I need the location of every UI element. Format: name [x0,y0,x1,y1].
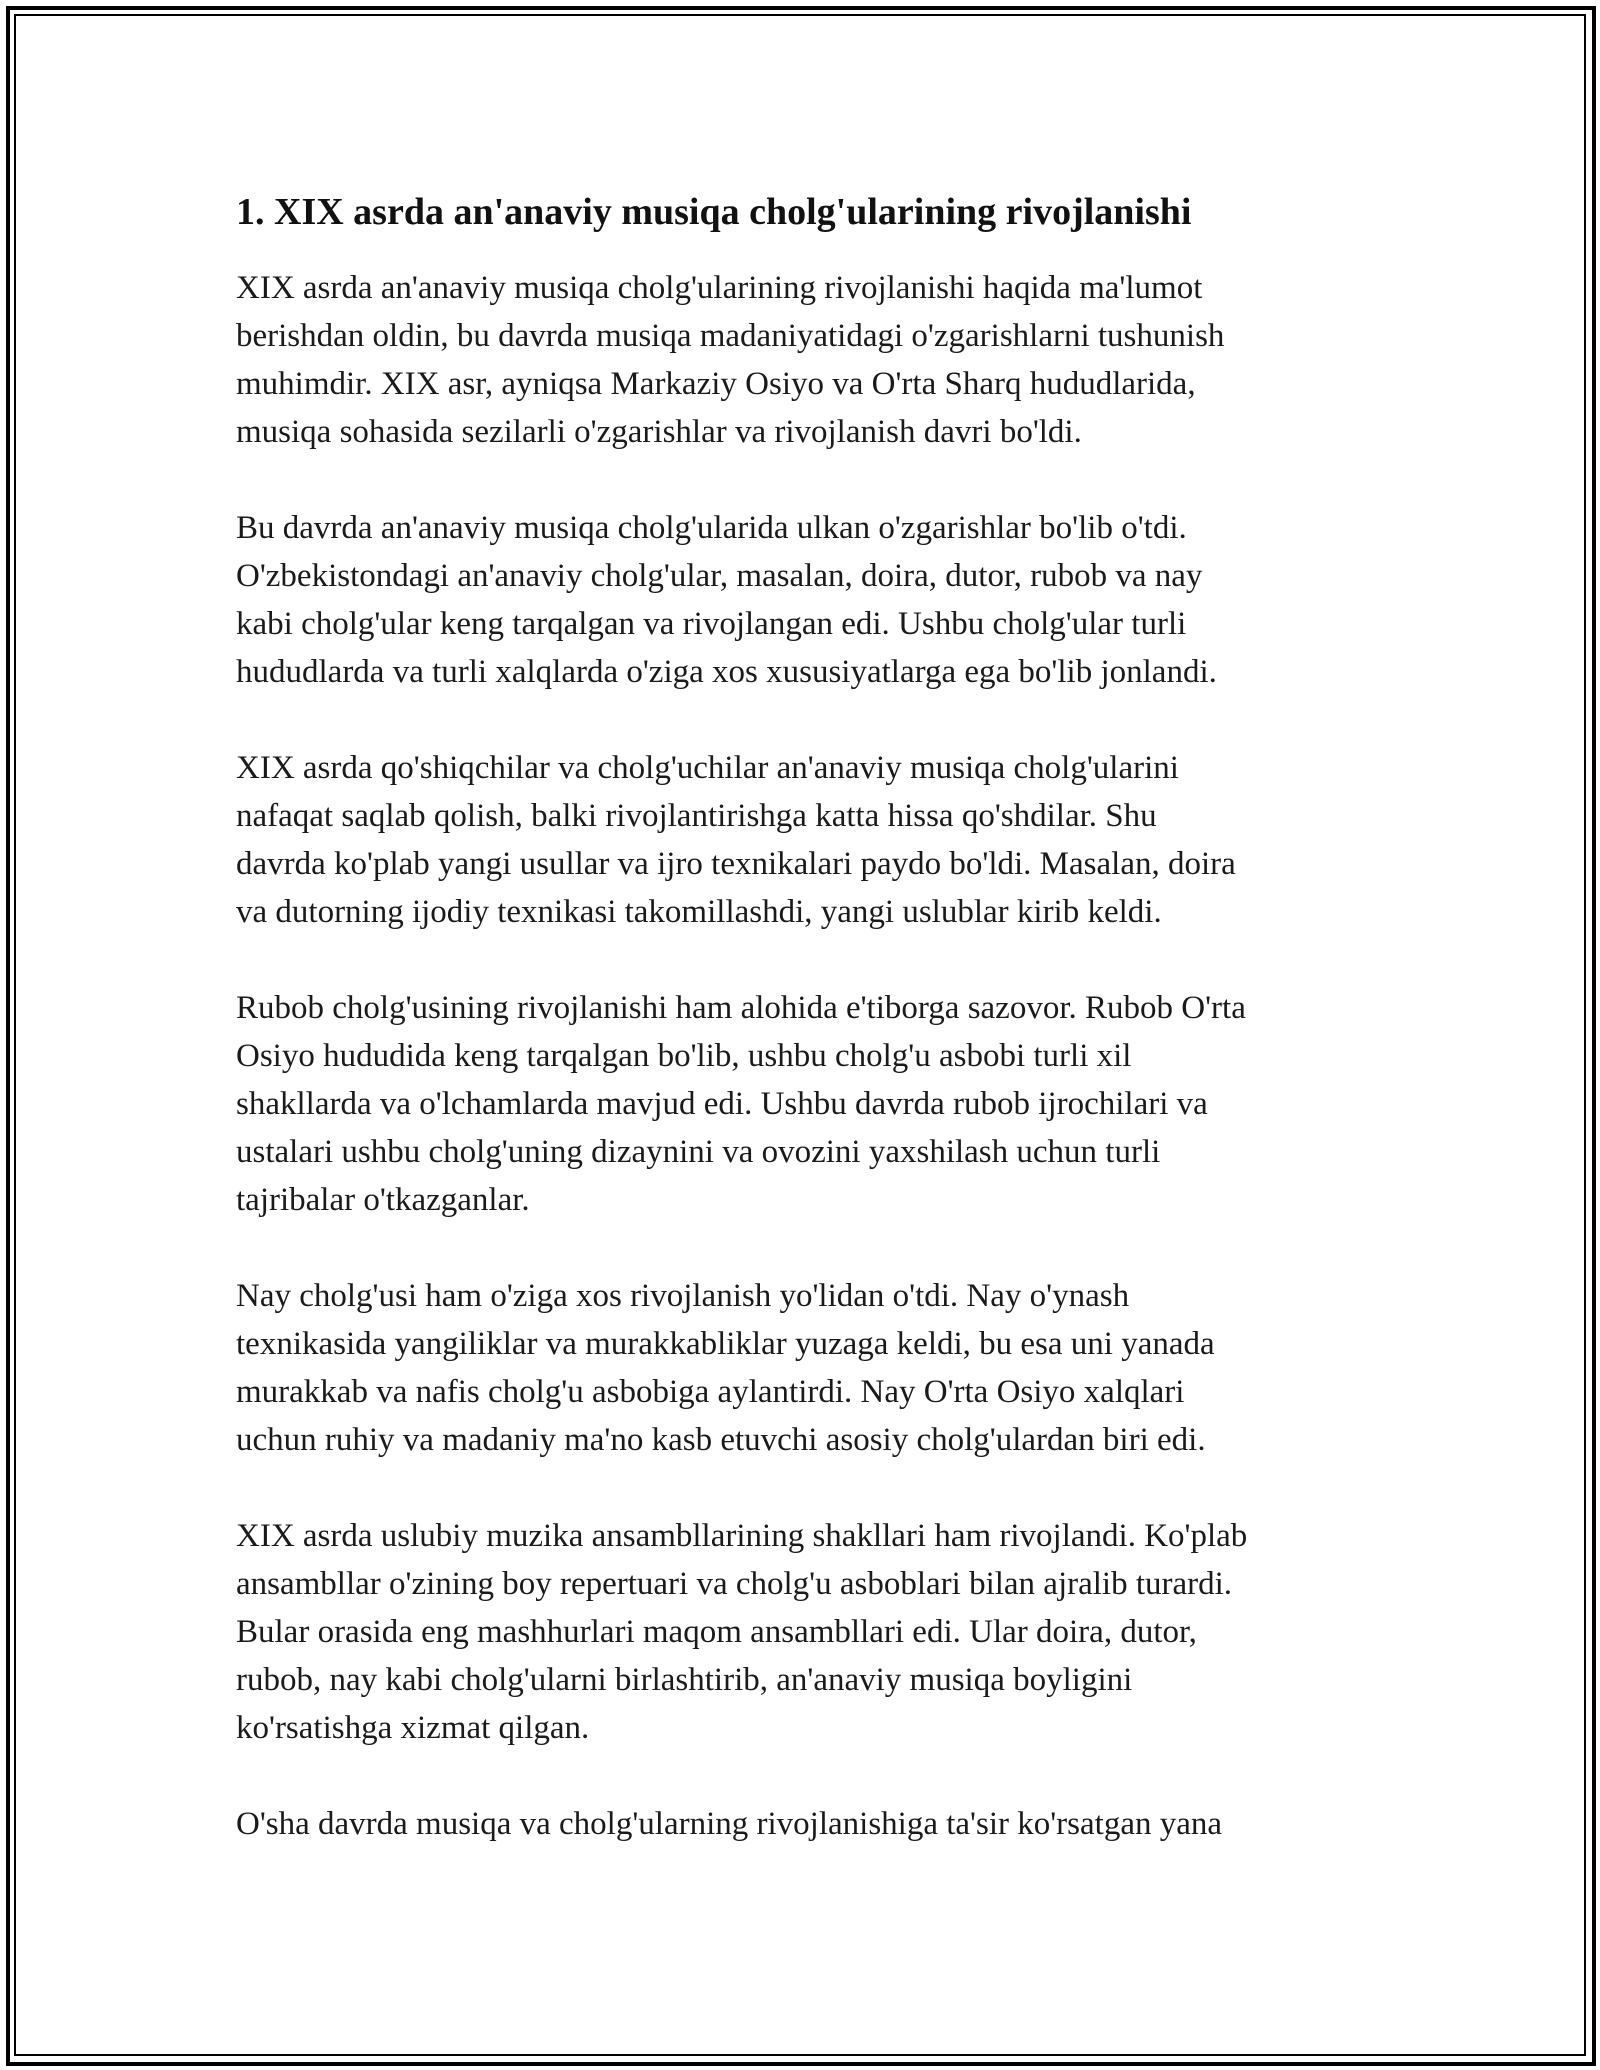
text-line: tajribalar o'tkazganlar. [236,1182,530,1218]
text-line: va dutorning ijodiy texnikasi takomillashdi, yangi uslublar kirib keldi. [236,894,1162,930]
text-line: texnikasida yangiliklar va murakkabliklar yuzaga keldi, bu esa uni yanada [236,1326,1215,1362]
paragraph [236,264,1376,456]
text-line: Bular orasida eng mashhurlari maqom ansambllari edi. Ular doira, dutor, [236,1614,1197,1650]
text-line: Bu davrda an'anaviy musiqa cholg'ularida ulkan o'zgarishlar bo'lib o'tdi. [236,510,1187,546]
text-line: musiqa sohasida sezilarli o'zgarishlar va rivojlanish davri bo'ldi. [236,414,1082,450]
text-line: nafaqat saqlab qolish, balki rivojlantirishga katta hissa qo'shdilar. Shu [236,798,1157,834]
paragraph [236,1512,1376,1752]
text-line: Nay cholg'usi ham o'ziga xos rivojlanish yo'lidan o'tdi. Nay o'ynash [236,1278,1130,1314]
text-line: XIX asrda an'anaviy musiqa cholg'ularining rivojlanishi haqida ma'lumot [236,270,1203,306]
text-line: Rubob cholg'usining rivojlanishi ham alohida e'tiborga sazovor. Rubob O'rta [236,990,1246,1026]
text-line: O'sha davrda musiqa va cholg'ularning rivojlanishiga ta'sir ko'rsatgan yana [236,1806,1223,1842]
paragraph [236,984,1376,1224]
text-line: muhimdir. XIX asr, ayniqsa Markaziy Osiyo va O'rta Sharq hududlarida, [236,366,1196,402]
text-line: rubob, nay kabi cholg'ularni birlashtirib, an'anaviy musiqa boyligini [236,1662,1133,1698]
paragraph [236,744,1376,936]
document-body [236,264,1376,1848]
text-line: XIX asrda uslubiy muzika ansambllarining shakllari ham rivojlandi. Ko'plab [236,1518,1248,1554]
text-line: murakkab va nafis cholg'u asbobiga aylantirdi. Nay O'rta Osiyo xalqlari [236,1374,1185,1410]
text-line: uchun ruhiy va madaniy ma'no kasb etuvchi asosiy cholg'ulardan biri edi. [236,1422,1206,1458]
text-line: shakllarda va o'lchamlarda mavjud edi. Ushbu davrda rubob ijrochilari va [236,1086,1208,1122]
paragraph [236,504,1376,696]
text-line: ustalari ushbu cholg'uning dizaynini va ovozini yaxshilash uchun turli [236,1134,1161,1170]
text-line: davrda ko'plab yangi usullar va ijro texnikalari paydo bo'ldi. Masalan, doira [236,846,1236,882]
text-line: ansambllar o'zining boy repertuari va cholg'u asboblari bilan ajralib turardi. [236,1566,1233,1602]
text-line: kabi cholg'ular keng tarqalgan va rivojlangan edi. Ushbu cholg'ular turli [236,606,1187,642]
paragraph [236,1272,1376,1464]
text-line: hududlarda va turli xalqlarda o'ziga xos xususiyatlarga ega bo'lib jonlandi. [236,654,1217,690]
paragraph [236,1800,1376,1848]
text-line: Osiyo hududida keng tarqalgan bo'lib, ushbu cholg'u asbobi turli xil [236,1038,1132,1074]
text-line: berishdan oldin, bu davrda musiqa madaniyatidagi o'zgarishlarni tushunish [236,318,1225,354]
text-line: XIX asrda qo'shiqchilar va cholg'uchilar an'anaviy musiqa cholg'ularini [236,750,1179,786]
document-page [236,186,1376,1896]
text-line: ko'rsatishga xizmat qilgan. [236,1710,590,1746]
text-line: O'zbekistondagi an'anaviy cholg'ular, masalan, doira, dutor, rubob va nay [236,558,1203,594]
section-title: 1. XIX asrda an'anaviy musiqa cholg'ularining rivojlanishi [236,191,1192,233]
